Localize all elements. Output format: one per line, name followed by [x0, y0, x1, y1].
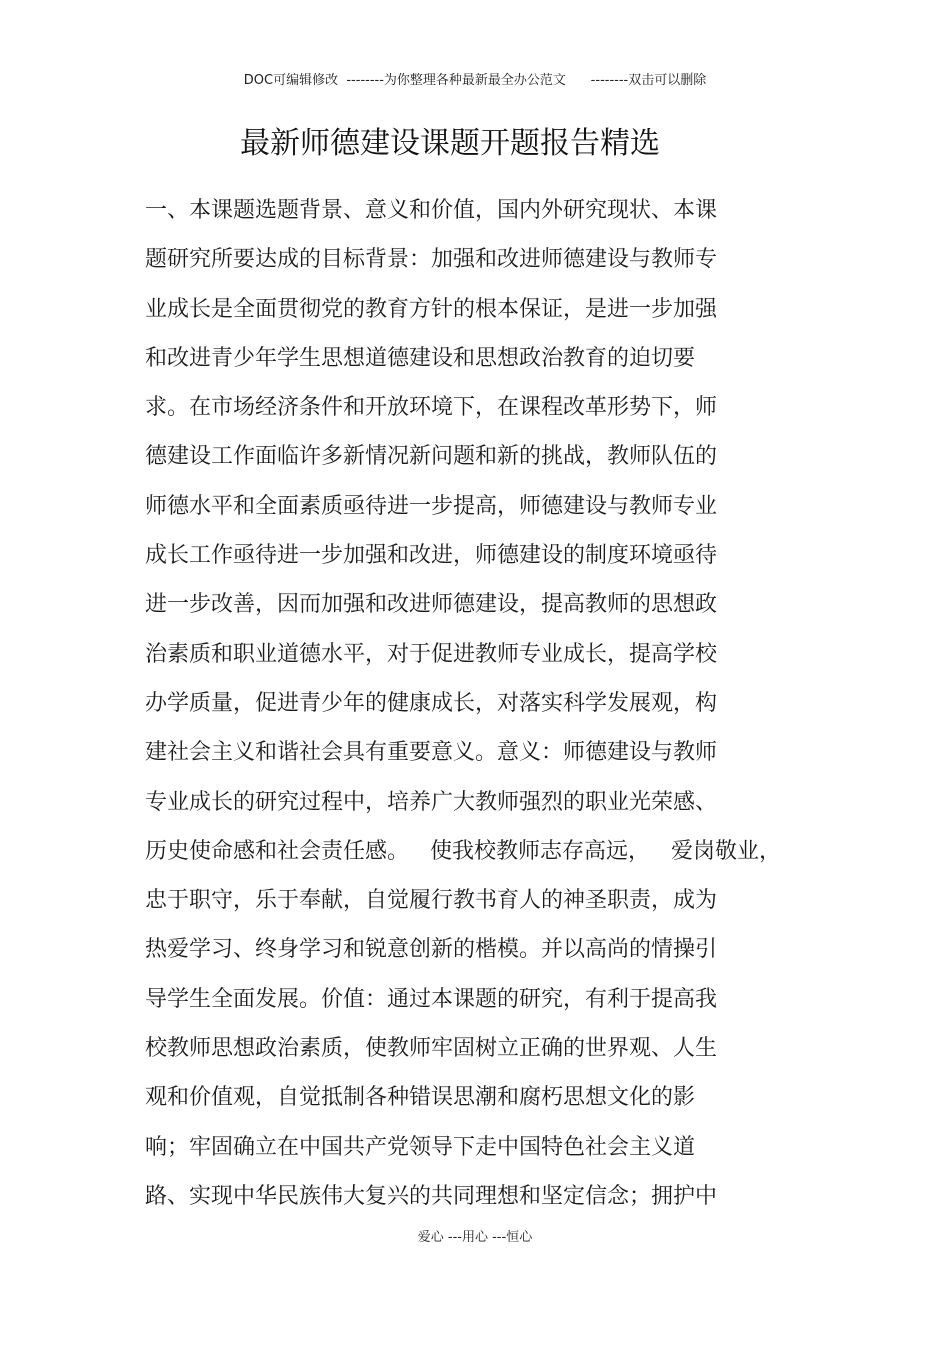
body-line: 观和价值观，自觉抵制各种错误思潮和腐朽思想文化的影: [145, 1085, 696, 1111]
body-line: 热爱学习、终身学习和锐意创新的楷模。并以高尚的情操引: [145, 937, 718, 963]
body-line: 求。在市场经济条件和开放环境下，在课程改革形势下，师: [145, 395, 718, 421]
body-line: 办学质量，促进青少年的健康成长，对落实科学发展观，构: [145, 690, 718, 716]
document-title: 最新师德建设课题开题报告精选: [240, 126, 660, 161]
body-line: 专业成长的研究过程中，培养广大教师强烈的职业光荣感、: [145, 789, 718, 815]
body-line: 师德水平和全面素质亟待进一步提高，师德建设与教师专业: [145, 493, 718, 519]
body-line: 历史使命感和社会责任感。 使我校教师志存高远， 爱岗敬业，: [145, 838, 781, 864]
body-line: 德建设工作面临许多新情况新问题和新的挑战，教师队伍的: [145, 444, 718, 470]
page-footer: 爱心 ---用心 ---恒心: [417, 1230, 533, 1245]
body-line: 响；牢固确立在中国共产党领导下走中国特色社会主义道: [145, 1134, 696, 1160]
body-line: 导学生全面发展。价值：通过本课题的研究，有利于提高我: [145, 986, 718, 1012]
body-line: 进一步改善，因而加强和改进师德建设，提高教师的思想政: [145, 592, 718, 618]
body-line: 题研究所要达成的目标背景：加强和改进师德建设与教师专: [145, 247, 718, 273]
body-text: [145, 191, 845, 1226]
page-header: DOC可编辑修改 --------为你整理各种最新最全办公范文 --------双击可以删除: [243, 73, 707, 88]
body-line: 一、本课题选题背景、意义和价值，国内外研究现状、本课: [145, 198, 718, 223]
body-line: 忠于职守，乐于奉献，自觉履行教书育人的神圣职责，成为: [145, 888, 718, 914]
body-line: 和改进青少年学生思想道德建设和思想政治教育的迫切要: [145, 345, 696, 371]
body-line: 路、实现中华民族伟大复兴的共同理想和坚定信念；拥护中: [145, 1183, 718, 1209]
body-line: 成长工作亟待进一步加强和改进，师德建设的制度环境亟待: [145, 543, 718, 569]
body-line: 建社会主义和谐社会具有重要意义。意义：师德建设与教师: [145, 740, 718, 766]
body-line: 治素质和职业道德水平，对于促进教师专业成长，提高学校: [145, 641, 718, 667]
body-line: 校教师思想政治素质，使教师牢固树立正确的世界观、人生: [145, 1036, 718, 1062]
body-line: 业成长是全面贯彻党的教育方针的根本保证，是进一步加强: [145, 296, 718, 322]
